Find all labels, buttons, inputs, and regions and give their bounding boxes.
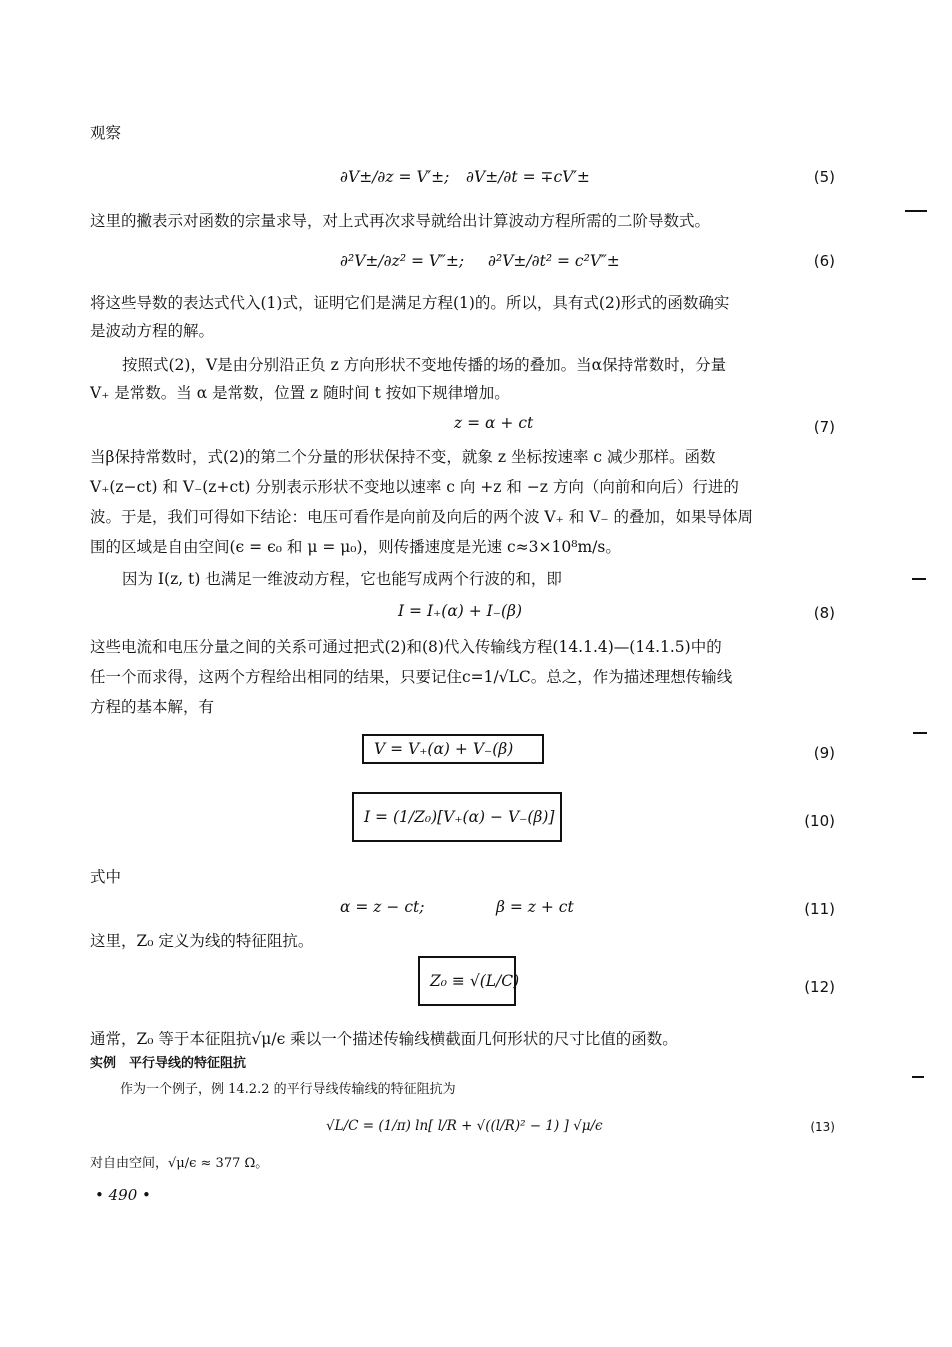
text-line: 作为一个例子，例 14.2.2 的平行导线传输线的特征阻抗为 — [120, 1082, 456, 1097]
text-line: 观察 — [90, 124, 122, 142]
text-line: 任一个而求得，这两个方程给出相同的结果，只要记住c=1/√LC。总之，作为描述理想传输线 — [90, 668, 733, 686]
equation-5-left: ∂V±/∂z = V′±; — [340, 168, 450, 186]
text-line: 因为 I(z, t) 也满足一维波动方程，它也能写成两个行波的和，即 — [122, 570, 562, 588]
equation-9-box: V = V₊(α) + V₋(β) — [362, 734, 544, 764]
equation-number: (12) — [804, 978, 835, 996]
text-line: 这些电流和电压分量之间的关系可通过把式(2)和(8)代入传输线方程(14.1.4)—(14.1.5)中的 — [90, 638, 722, 656]
text-line: V₊ 是常数。当 α 是常数，位置 z 随时间 t 按如下规律增加。 — [90, 384, 510, 402]
equation-number: (7) — [813, 418, 835, 436]
text-line: 式中 — [90, 868, 122, 886]
text-line: V₊(z−ct) 和 V₋(z+ct) 分别表示形状不变地以速率 c 向 +z 和 −z 方向（向前和向后）行进的 — [90, 478, 739, 496]
text-line: 这里的撇表示对函数的宗量求导，对上式再次求导就给出计算波动方程所需的二阶导数式。 — [90, 212, 711, 230]
equation-7-body: z = α + ct — [454, 414, 534, 432]
equation-12-box: Z₀ ≡ √(L/C) — [418, 956, 516, 1006]
equation-number: (8) — [813, 604, 835, 622]
equation-number: (5) — [813, 168, 835, 186]
equation-6-left: ∂²V±/∂z² = V″±; — [340, 252, 465, 270]
text-line: 围的区域是自由空间(ϵ = ϵ₀ 和 μ = μ₀)，则传播速度是光速 c≈3×10⁸m/s。 — [90, 538, 621, 556]
equation-number: (11) — [804, 900, 835, 918]
equation-8 — [90, 596, 835, 636]
equation-13-body: √L/C = (1/π) ln[ l/R + √((l/R)² − 1) ] √μ/ϵ — [326, 1118, 603, 1134]
page-number: • 490 • — [95, 1186, 151, 1204]
equation-5 — [90, 160, 835, 200]
text-line: 当β保持常数时，式(2)的第二个分量的形状保持不变，就象 z 坐标按速率 c 减少那样。函数 — [90, 448, 716, 466]
scan-mark — [913, 732, 927, 734]
text-line: 通常，Z₀ 等于本征阻抗√μ/ϵ 乘以一个描述传输线横截面几何形状的尺寸比值的函数。 — [90, 1030, 678, 1048]
equation-13 — [90, 1108, 835, 1148]
text-line: 方程的基本解，有 — [90, 698, 215, 716]
equation-10-box: I = (1/Z₀)[V₊(α) − V₋(β)] — [352, 792, 562, 842]
scan-mark — [912, 578, 926, 580]
equation-8-body: I = I₊(α) + I₋(β) — [398, 602, 523, 620]
equation-10 — [90, 792, 835, 852]
scan-mark — [905, 210, 927, 212]
text-line: 是波动方程的解。 — [90, 322, 215, 340]
text-line: 波。于是，我们可得如下结论：电压可看作是向前及向后的两个波 V₊ 和 V₋ 的叠加，如果导体周 — [90, 508, 753, 526]
equation-9 — [90, 734, 835, 780]
equation-number: (10) — [804, 812, 835, 830]
equation-6-right: ∂²V±/∂t² = c²V″± — [488, 252, 620, 270]
section-heading: 实例 平行导线的特征阻抗 — [90, 1056, 247, 1071]
equation-5-right: ∂V±/∂t = ∓cV′± — [466, 168, 590, 186]
equation-number: (6) — [813, 252, 835, 270]
equation-number: (9) — [813, 744, 835, 762]
text-line: 这里，Z₀ 定义为线的特征阻抗。 — [90, 932, 314, 950]
equation-12 — [90, 956, 835, 1016]
equation-number: (13) — [810, 1120, 835, 1134]
equation-11-right: β = z + ct — [496, 898, 574, 916]
text-line: 对自由空间，√μ/ϵ ≈ 377 Ω。 — [90, 1156, 269, 1171]
scan-mark — [912, 1076, 924, 1078]
equation-6 — [90, 244, 835, 284]
equation-11-left: α = z − ct; — [340, 898, 425, 916]
text-line: 按照式(2)，V是由分别沿正负 z 方向形状不变地传播的场的叠加。当α保持常数时，分量 — [122, 356, 727, 374]
text-line: 将这些导数的表达式代入(1)式，证明它们是满足方程(1)的。所以，具有式(2)形式的函数确实 — [90, 294, 730, 312]
